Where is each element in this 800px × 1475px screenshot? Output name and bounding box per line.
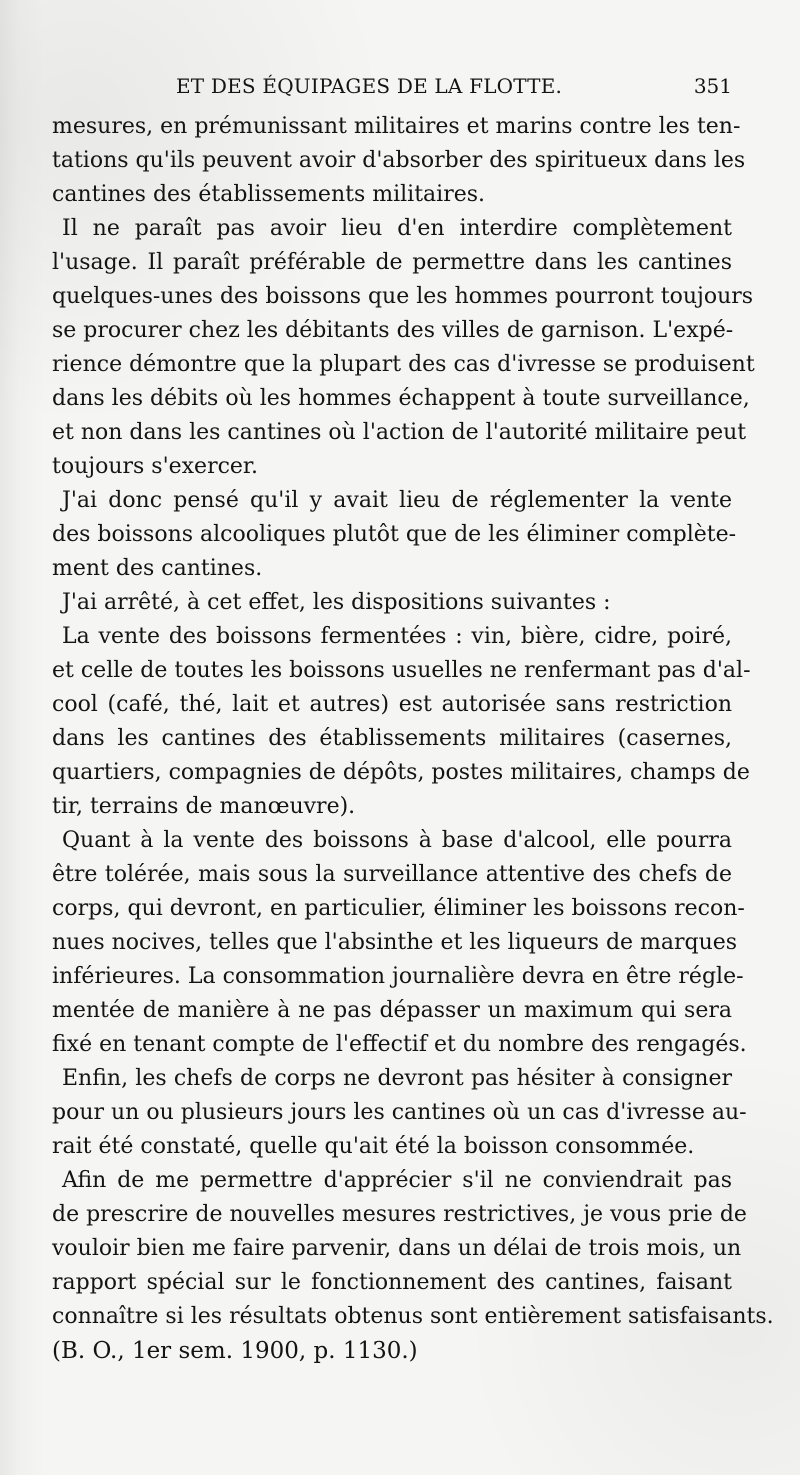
text-line: rapport spécial sur le fonctionnement des cantines, faisant bbox=[52, 1270, 732, 1295]
text-line: La vente des boissons fermentées : vin, bière, cidre, poiré, bbox=[62, 624, 732, 649]
text-line: J'ai donc pensé qu'il y avait lieu de réglementer la vente bbox=[62, 488, 732, 513]
text-line: être tolérée, mais sous la surveillance attentive des chefs de bbox=[52, 862, 732, 887]
bulletin-reference: (B. O., 1er sem. 1900, p. 1130.) bbox=[52, 1338, 418, 1364]
text-line: fixé en tenant compte de l'effectif et du nombre des rengagés. bbox=[52, 1032, 747, 1057]
reference-line bbox=[52, 1336, 732, 1370]
text-line: mentée de manière à ne pas dépasser un maximum qui sera bbox=[52, 998, 732, 1023]
text-line: pour un ou plusieurs jours les cantines où un cas d'ivresse au- bbox=[52, 1100, 747, 1125]
text-line: des boissons alcooliques plutôt que de les éliminer complète- bbox=[52, 522, 737, 547]
text-line: Quant à la vente des boissons à base d'alcool, elle pourra bbox=[62, 828, 732, 853]
text-line: J'ai arrêté, à cet effet, les dispositions suivantes : bbox=[62, 590, 611, 615]
text-line: corps, qui devront, en particulier, éliminer les boissons recon- bbox=[52, 896, 745, 921]
text-line: toujours s'exercer. bbox=[52, 454, 259, 479]
text-line: tations qu'ils peuvent avoir d'absorber des spiritueux dans les bbox=[52, 148, 746, 173]
text-line: cool (café, thé, lait et autres) est autorisée sans restriction bbox=[52, 692, 732, 717]
page-number: 351 bbox=[693, 74, 732, 98]
text-line: dans les débits où les hommes échappent à toute surveillance, bbox=[52, 386, 750, 411]
text-line: mesures, en prémunissant militaires et marins contre les ten- bbox=[52, 114, 741, 139]
text-line: Afin de me permettre d'apprécier s'il ne conviendrait pas bbox=[62, 1168, 732, 1193]
text-line: connaître si les résultats obtenus sont entièrement satisfaisants. bbox=[52, 1304, 774, 1329]
text-line: quelques-unes des boissons que les hommes pourront toujours bbox=[52, 284, 754, 309]
text-line: nues nocives, telles que l'absinthe et les liqueurs de marques bbox=[52, 930, 738, 955]
text-line: Il ne paraît pas avoir lieu d'en interdire complètement bbox=[62, 216, 732, 241]
text-line: tir, terrains de manœuvre). bbox=[52, 794, 356, 819]
page-header bbox=[176, 74, 732, 104]
text-line: vouloir bien me faire parvenir, dans un délai de trois mois, un bbox=[52, 1236, 742, 1261]
text-line: Enfin, les chefs de corps ne devront pas hésiter à consigner bbox=[62, 1066, 732, 1091]
text-line: quartiers, compagnies de dépôts, postes militaires, champs de bbox=[52, 760, 750, 785]
running-head: ET DES ÉQUIPAGES DE LA FLOTTE. bbox=[176, 74, 563, 98]
text-line: ment des cantines. bbox=[52, 556, 263, 581]
text-line: cantines des établissements militaires. bbox=[52, 182, 486, 207]
text-line: l'usage. Il paraît préférable de permettre dans les cantines bbox=[52, 250, 732, 275]
text-line: inférieures. La consommation journalière devra en être régle- bbox=[52, 964, 744, 989]
text-line: se procurer chez les débitants des villes de garnison. L'expé- bbox=[52, 318, 734, 343]
text-line: et celle de toutes les boissons usuelles ne renfermant pas d'al- bbox=[52, 658, 751, 683]
text-line: de prescrire de nouvelles mesures restrictives, je vous prie de bbox=[52, 1202, 747, 1227]
text-line: dans les cantines des établissements militaires (casernes, bbox=[52, 726, 732, 751]
text-line: rait été constaté, quelle qu'ait été la boisson consommée. bbox=[52, 1134, 695, 1159]
text-line: rience démontre que la plupart des cas d'ivresse se produisent bbox=[52, 352, 755, 377]
text-line: et non dans les cantines où l'action de l'autorité militaire peut bbox=[52, 420, 747, 445]
